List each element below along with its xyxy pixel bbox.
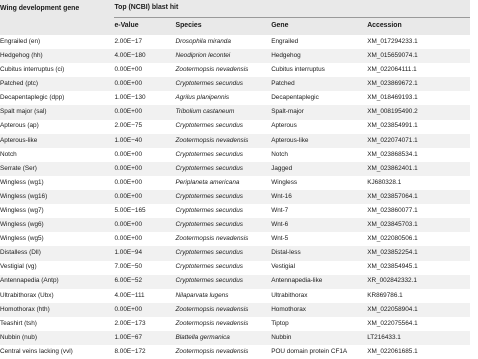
cell-accession: LT216433.1 xyxy=(367,331,470,345)
header-wing-development-gene: Wing development gene xyxy=(0,0,114,18)
table-row xyxy=(0,345,470,359)
table-row xyxy=(0,317,470,331)
cell-accession: XR_002842332.1 xyxy=(367,275,470,289)
table-row xyxy=(0,91,470,105)
cell-wing-gene: Apterous-like xyxy=(0,134,114,148)
header-top-blast-hit-label: Top (NCBI) blast hit xyxy=(114,3,179,11)
header-accession: Accession xyxy=(367,18,470,35)
cell-gene: Engrailed xyxy=(271,37,299,45)
cell-accession: XM_017294233.1 xyxy=(367,37,418,45)
cell-wing-gene: Teashirt (tsh) xyxy=(0,319,37,327)
cell-evalue: 1.00E−130 xyxy=(114,94,146,102)
cell-evalue: 1.00E−40 xyxy=(114,134,175,148)
table-row xyxy=(0,331,470,345)
cell-evalue: 0.00E+00 xyxy=(114,303,175,317)
cell-species: Zootermopsis nevadensis xyxy=(175,347,249,355)
cell-gene: Hedgehog xyxy=(271,49,367,63)
cell-gene: Spalt-major xyxy=(271,105,367,119)
cell-evalue: 0.00E+00 xyxy=(114,162,175,176)
table-row xyxy=(0,204,470,218)
header-gene: Gene xyxy=(271,18,367,35)
cell-species: Tribolium castaneum xyxy=(175,105,271,119)
cell-gene: Distal-less xyxy=(271,246,367,260)
cell-accession: XM_022058904.1 xyxy=(367,303,470,317)
cell-wing-gene: Engrailed (en) xyxy=(0,37,41,45)
cell-wing-gene: Serrate (Ser) xyxy=(0,162,114,176)
cell-accession: XM_023854991.1 xyxy=(367,122,418,130)
table-row xyxy=(0,105,470,119)
cell-species: Cryptotermes secundus xyxy=(175,218,271,232)
cell-evalue: 4.00E−180 xyxy=(114,49,175,63)
cell-species: Cryptotermes secundus xyxy=(175,206,243,214)
cell-accession: XM_022061685.1 xyxy=(367,347,418,355)
cell-species: Zootermopsis nevadensis xyxy=(175,66,249,74)
cell-accession: XM_023868534.1 xyxy=(367,150,418,158)
cell-gene: Homothorax xyxy=(271,303,367,317)
cell-evalue: 8.00E−172 xyxy=(114,347,146,355)
cell-wing-gene: Notch xyxy=(0,150,17,158)
cell-gene: Wnt-6 xyxy=(271,218,367,232)
cell-species: Cryptotermes secundus xyxy=(175,190,271,204)
cell-accession: XM_023857064.1 xyxy=(367,190,470,204)
cell-species: Zootermopsis nevadensis xyxy=(175,319,249,327)
cell-accession: KR869786.1 xyxy=(367,291,403,299)
cell-wing-gene: Vestigial (vg) xyxy=(0,263,37,271)
cell-gene: Decapentaplegic xyxy=(271,94,319,102)
cell-evalue: 5.00E−165 xyxy=(114,206,146,214)
cell-wing-gene: Cubitus interruptus (ci) xyxy=(0,66,65,74)
cell-gene: Notch xyxy=(271,150,288,158)
cell-wing-gene: Apterous (ap) xyxy=(0,122,39,130)
cell-wing-gene: Central veins lacking (vvl) xyxy=(0,347,73,355)
cell-accession: XM_008195490.2 xyxy=(367,105,470,119)
table-row xyxy=(0,162,470,176)
cell-gene: POU domain protein CF1A xyxy=(271,347,348,355)
table-row xyxy=(0,134,470,148)
cell-wing-gene: Wingless (wg16) xyxy=(0,190,114,204)
cell-evalue: 0.00E+00 xyxy=(114,190,175,204)
table-row xyxy=(0,289,470,303)
cell-species: Nilaparvata lugens xyxy=(175,291,229,299)
cell-accession: XM_022074071.1 xyxy=(367,134,470,148)
header-evalue: e-Value xyxy=(114,18,175,35)
cell-wing-gene: Spalt major (sal) xyxy=(0,105,114,119)
table-subheader-row xyxy=(0,18,470,35)
header-top-blast-hit xyxy=(114,0,470,18)
cell-accession: XM_023852254.1 xyxy=(367,246,470,260)
cell-gene: Cubitus interruptus xyxy=(271,66,325,74)
header-divider xyxy=(114,17,470,18)
cell-evalue: 0.00E+00 xyxy=(114,235,143,243)
cell-gene: Patched xyxy=(271,77,367,91)
table-body xyxy=(0,35,470,359)
table-row xyxy=(0,190,470,204)
cell-evalue: 0.00E+00 xyxy=(114,77,175,91)
cell-accession: KJ680328.1 xyxy=(367,178,402,186)
table-header-row xyxy=(0,0,470,18)
cell-evalue: 6.00E−52 xyxy=(114,275,175,289)
table-row xyxy=(0,232,470,246)
cell-accession: XM_023845703.1 xyxy=(367,218,470,232)
table-row xyxy=(0,120,470,134)
cell-accession: XM_023860077.1 xyxy=(367,206,418,214)
cell-wing-gene: Homothorax (hth) xyxy=(0,303,114,317)
cell-gene: Nubbin xyxy=(271,331,367,345)
cell-accession: XM_022075564.1 xyxy=(367,319,418,327)
cell-species: Neodiprion lecontei xyxy=(175,49,271,63)
cell-species: Zootermopsis nevadensis xyxy=(175,235,249,243)
cell-gene: Antennapedia-like xyxy=(271,275,367,289)
cell-accession: XM_023862401.1 xyxy=(367,162,470,176)
cell-wing-gene: Wingless (wg6) xyxy=(0,218,114,232)
cell-accession: XM_022080506.1 xyxy=(367,235,418,243)
cell-species: Zootermopsis nevadensis xyxy=(175,303,271,317)
cell-species: Periplaneta americana xyxy=(175,178,240,186)
cell-gene: Wingless xyxy=(271,178,298,186)
cell-gene: Jagged xyxy=(271,162,367,176)
table-row xyxy=(0,77,470,91)
table-row xyxy=(0,63,470,77)
cell-species: Cryptotermes secundus xyxy=(175,122,243,130)
cell-evalue: 0.00E+00 xyxy=(114,105,175,119)
cell-evalue: 2.00E−75 xyxy=(114,122,143,130)
cell-gene: Ultrabithorax xyxy=(271,291,308,299)
cell-gene: Wnt-7 xyxy=(271,206,289,214)
table-row xyxy=(0,246,470,260)
table-row xyxy=(0,176,470,190)
cell-gene: Tiptop xyxy=(271,319,289,327)
cell-gene: Wnt-16 xyxy=(271,190,367,204)
cell-gene: Apterous xyxy=(271,122,297,130)
cell-evalue: 0.00E+00 xyxy=(114,66,143,74)
cell-evalue: 1.00E−67 xyxy=(114,331,175,345)
table-row xyxy=(0,303,470,317)
cell-wing-gene: Ultrabithorax (Ubx) xyxy=(0,291,54,299)
cell-evalue: 4.00E−111 xyxy=(114,291,145,299)
cell-species: Agrilus planipennis xyxy=(175,94,230,102)
header-species: Species xyxy=(175,18,271,35)
cell-gene: Apterous-like xyxy=(271,134,367,148)
header-empty-cell xyxy=(0,18,114,35)
cell-evalue: 0.00E+00 xyxy=(114,178,143,186)
cell-wing-gene: Antennapedia (Antp) xyxy=(0,275,114,289)
cell-accession: XM_022064111.1 xyxy=(367,66,417,74)
table-row xyxy=(0,218,470,232)
cell-species: Zootermopsis nevadensis xyxy=(175,134,271,148)
cell-species: Blattella germanica xyxy=(175,331,271,345)
table-row xyxy=(0,49,470,63)
cell-species: Cryptotermes secundus xyxy=(175,275,271,289)
table-row xyxy=(0,261,470,275)
cell-species: Drosophila miranda xyxy=(175,37,231,45)
cell-wing-gene: Nubbin (nub) xyxy=(0,331,114,345)
cell-evalue: 2.00E−173 xyxy=(114,319,146,327)
cell-wing-gene: Decapentaplegic (dpp) xyxy=(0,94,65,102)
table-row xyxy=(0,35,470,49)
cell-wing-gene: Distalless (Dll) xyxy=(0,246,114,260)
cell-wing-gene: Wingless (wg7) xyxy=(0,206,44,214)
cell-evalue: 1.00E−94 xyxy=(114,246,175,260)
cell-accession: XM_023854945.1 xyxy=(367,263,418,271)
cell-wing-gene: Hedgehog (hh) xyxy=(0,49,114,63)
cell-wing-gene: Wingless (wg5) xyxy=(0,235,44,243)
cell-evalue: 0.00E+00 xyxy=(114,150,143,158)
cell-wing-gene: Wingless (wg1) xyxy=(0,178,44,186)
cell-accession: XM_023869672.1 xyxy=(367,77,470,91)
cell-species: Cryptotermes secundus xyxy=(175,246,271,260)
cell-species: Cryptotermes secundus xyxy=(175,263,243,271)
cell-evalue: 7.00E−50 xyxy=(114,263,143,271)
cell-evalue: 0.00E+00 xyxy=(114,218,175,232)
table-row xyxy=(0,275,470,289)
cell-evalue: 2.00E−17 xyxy=(114,37,143,45)
cell-gene: Vestigial xyxy=(271,263,295,271)
cell-species: Cryptotermes secundus xyxy=(175,162,271,176)
table-row xyxy=(0,148,470,162)
cell-gene: Wnt-5 xyxy=(271,235,289,243)
cell-species: Cryptotermes secundus xyxy=(175,77,271,91)
cell-species: Cryptotermes secundus xyxy=(175,150,243,158)
cell-accession: XM_018469193.1 xyxy=(367,94,418,102)
cell-wing-gene: Patched (ptc) xyxy=(0,77,114,91)
cell-accession: XM_015659074.1 xyxy=(367,49,470,63)
